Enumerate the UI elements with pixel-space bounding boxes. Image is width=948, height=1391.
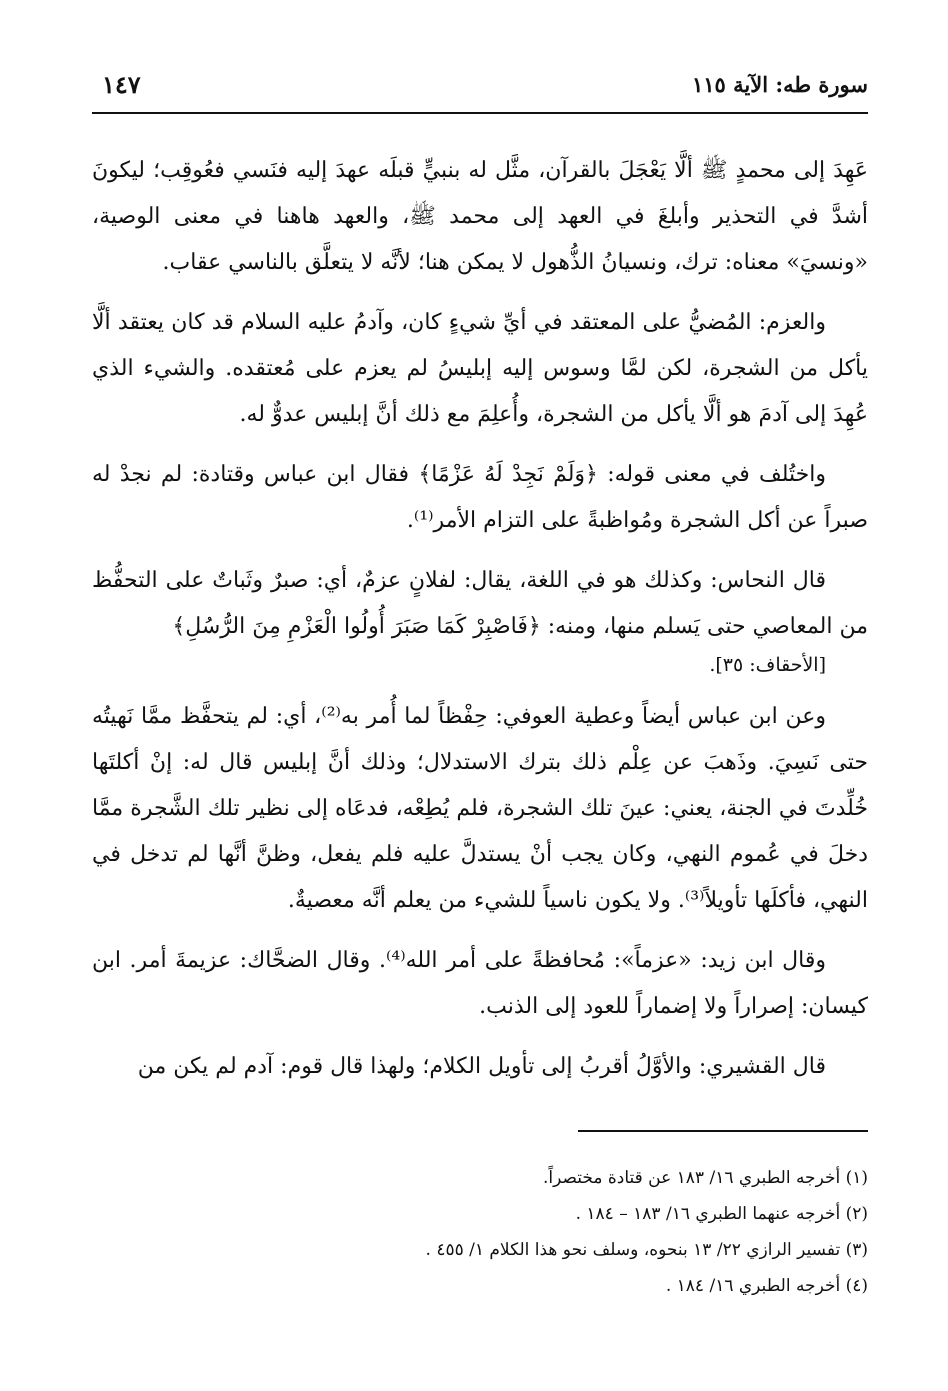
running-title: سورة طه: الآية ١١٥ — [691, 72, 868, 97]
footnote: (٢) أخرجه عنهما الطبري ١٦/ ١٨٣ – ١٨٤ . — [575, 1204, 868, 1224]
footnotes — [92, 1160, 868, 1304]
paragraph: عَهِدَ إلى محمدٍ ﷺ ألَّا يَعْجَلَ بالقرآن، مثَّل له بنبيٍّ قبلَه عهدَ إليه فنَسي فعُوقِب؛ ليكونَ أشدَّ في التحذير وأبلغَ في العهد إلى محمد ﷺ، والعهد هاهنا في معنى الوصية، «ونسيَ» معناه: ترك، ونسيانُ الذُّهول لا يمكن هنا؛ لأنَّه لا يتعلَّق بالناسي عقاب. — [92, 158, 868, 275]
surah-citation: [الأحقاف: ٣٥]. — [709, 654, 826, 676]
paragraph: وعن ابن عباس أيضاً وعطية العوفي: حِفْظاً لما أُمر به⁽²⁾، أي: لم يتحفَّظ ممَّا نَهيتُه حتى نَسِيَ. وذَهبَ عن عِلْم ذلك بترك الاستدلال؛ وذلك أنَّ إبليس قال له: إنْ أكلتَها خُلِّدتَ في الجنة، يعني: عينَ تلك الشجرة، فلم يُطِعْه، فدعَاه إلى نظير تلك الشَّجرة ممَّا دخلَ في عُموم النهي، وكان يجب أنْ يستدلَّ عليه فلم يفعل، وظنَّ أنَّها لم تدخل في النهي، فأكلَها تأويلاً⁽³⁾. ولا يكون ناسياً للشيء من يعلم أنَّه معصيةٌ. — [92, 704, 868, 913]
paragraph: واختُلف في معنى قوله: ﴿وَلَمْ نَجِدْ لَهُ عَزْمًا﴾ فقال ابن عباس وقتادة: لم نجدْ له صبراً عن أكل الشجرة ومُواظبةً على التزام الأمر⁽¹⁾. — [92, 462, 868, 533]
main-text — [92, 148, 868, 1104]
page-number: ١٤٧ — [102, 70, 141, 99]
paragraph-with-citation — [92, 558, 868, 680]
page-header — [92, 66, 868, 114]
footnote: (٣) تفسير الرازي ٢٢/ ١٣ بنحوه، وسلف نحو هذا الكلام ١/ ٤٥٥ . — [425, 1240, 868, 1260]
paragraph-text: قال النحاس: وكذلك هو في اللغة، يقال: لفلانٍ عزمٌ، أي: صبرٌ وثَباتٌ على التحفُّظ من المعاصي حتى يَسلم منها، ومنه: ﴿فَاصْبِرْ كَمَا صَبَرَ أُولُوا الْعَزْمِ مِنَ الرُّسُلِ﴾ — [92, 568, 868, 639]
footnote-separator — [578, 1130, 868, 1132]
footnote: (١) أخرجه الطبري ١٦/ ١٨٣ عن قتادة مختصراً. — [542, 1168, 868, 1188]
paragraph: وقال ابن زيد: «عزماً»: مُحافظةً على أمر الله⁽⁴⁾. وقال الضحَّاك: عزيمةَ أمر. ابن كيسان: إصراراً ولا إضماراً للعود إلى الذنب. — [92, 948, 868, 1019]
footnote: (٤) أخرجه الطبري ١٦/ ١٨٤ . — [665, 1276, 868, 1296]
paragraph: قال القشيري: والأوَّلُ أقربُ إلى تأويل الكلام؛ ولهذا قال قوم: آدم لم يكن من — [137, 1054, 826, 1079]
paragraph: والعزم: المُضيُّ على المعتقد في أيِّ شيءٍ كان، وآدمُ عليه السلام قد كان يعتقد ألَّا يأكل من الشجرة، لكن لمَّا وسوس إليه إبليسُ لم يعزم على مُعتقده. والشيء الذي عُهِدَ إلى آدمَ هو ألَّا يأكل من الشجرة، وأُعلِمَ مع ذلك أنَّ إبليس عدوٌّ له. — [92, 310, 868, 427]
